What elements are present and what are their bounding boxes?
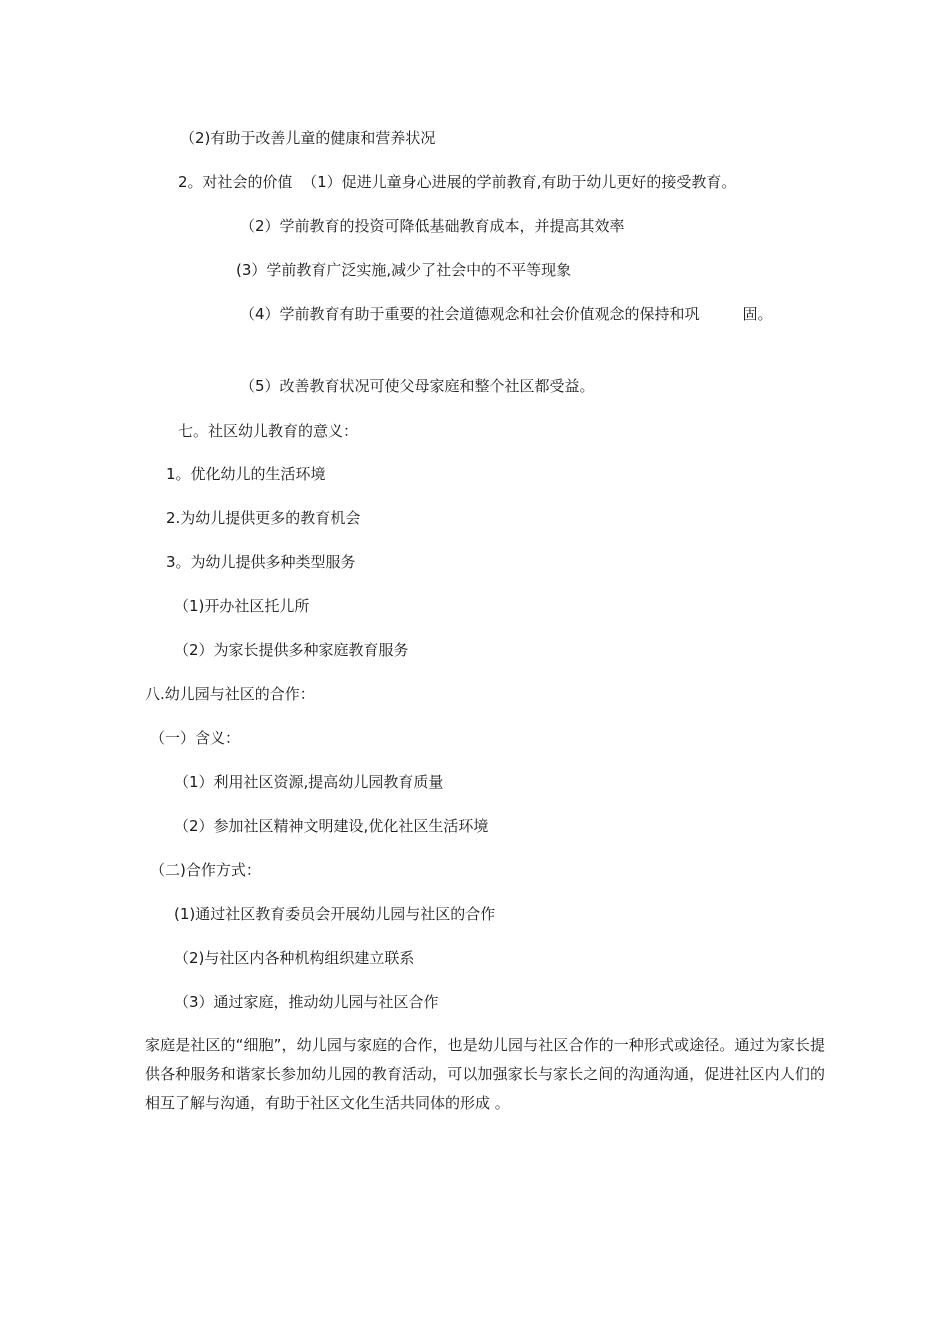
section-heading: 八.幼儿园与社区的合作： <box>145 685 315 703</box>
text-line: 2.为幼儿提供更多的教育机会 <box>166 509 361 527</box>
text-line: 3。为幼儿提供多种类型服务 <box>166 553 356 571</box>
text-line: （3）通过家庭，推动幼儿园与社区合作 <box>174 993 439 1011</box>
text-line: （1）利用社区资源,提高幼儿园教育质量 <box>174 773 444 791</box>
text-line: （2）参加社区精神文明建设,优化社区生活环境 <box>174 817 489 835</box>
text-line: 1。优化幼儿的生活环境 <box>166 465 326 483</box>
subsection-heading: （二)合作方式： <box>150 861 261 879</box>
text-line: （2）学前教育的投资可降低基础教育成本，并提高其效率 <box>240 217 625 235</box>
text-line: （2)有助于改善儿童的健康和营养状况 <box>180 129 436 147</box>
text-line: （2)与社区内各种机构组织建立联系 <box>174 949 415 967</box>
section-heading: 七。社区幼儿教育的意义： <box>178 422 359 440</box>
text-line: (1)通过社区教育委员会开展幼儿园与社区的合作 <box>174 905 496 923</box>
closing-paragraph: 家庭是社区的“细胞”，幼儿园与家庭的合作，也是幼儿园与社区合作的一种形式或途径。通过为家长提供各种服务和谐家长参加幼儿园的教育活动，可以加强家长与家长之间的沟通沟通，促进社区内人们的相互了解与沟通，有助于社区文化生活共同体的形成 。 <box>145 1036 825 1112</box>
text-line: （1)开办社区托儿所 <box>174 597 310 615</box>
text-line: （4）学前教育有助于重要的社会道德观念和社会价值观念的保持和巩 固。 <box>240 305 773 323</box>
text-line: （2）为家长提供多种家庭教育服务 <box>174 641 409 659</box>
text-line: (3）学前教育广泛实施,减少了社会中的不平等现象 <box>236 261 572 279</box>
text-line: （5）改善教育状况可使父母家庭和整个社区都受益。 <box>240 377 595 395</box>
text-line: 2。对社会的价值 （1）促进儿童身心进展的学前教育,有助于幼儿更好的接受教育。 <box>178 173 737 191</box>
subsection-heading: （一）含义： <box>150 729 241 747</box>
